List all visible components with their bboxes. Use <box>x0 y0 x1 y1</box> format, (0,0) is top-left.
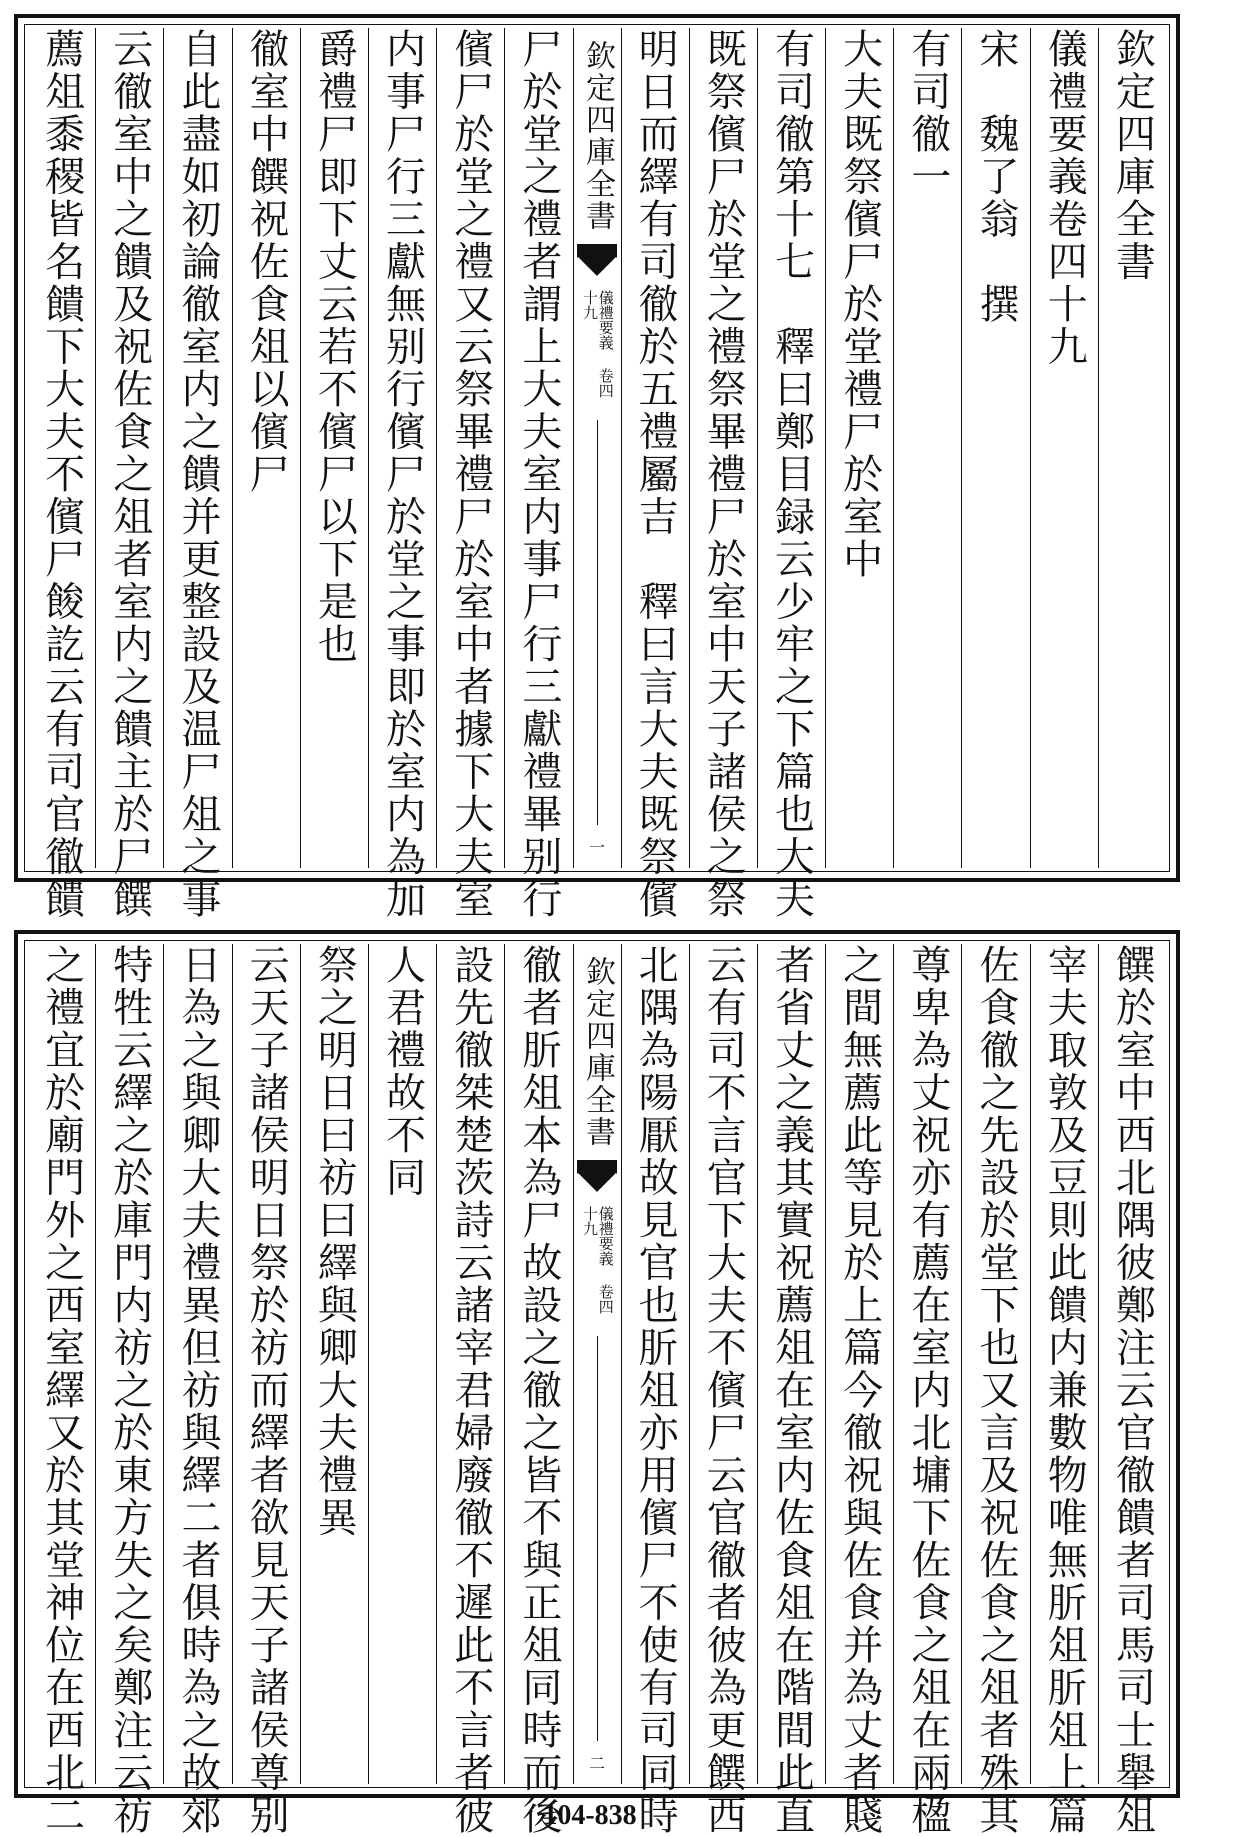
text-column <box>28 944 95 1837</box>
text-column <box>436 944 504 1837</box>
text-column <box>689 944 757 1837</box>
text-column <box>436 28 504 921</box>
column-text: 云天子諸侯明日祭於祊而繹者欲見天子諸侯尊别 <box>243 944 290 1837</box>
column-text: 既祭儐尸於堂之禮祭畢禮尸於室中天子諸侯之祭 <box>700 28 747 921</box>
column-text: 儀禮要義卷四十九 <box>1041 28 1088 368</box>
column-text: 明日而繹有司徹於五禮屬吉 釋曰言大夫既祭儐 <box>632 28 679 921</box>
top-page-columns <box>28 28 1166 921</box>
column-text: 爵禮尸即下丈云若不儐尸以下是也 <box>311 28 358 666</box>
text-column <box>95 944 163 1837</box>
text-column <box>163 28 231 921</box>
column-text: 日為之與卿大夫禮異但祊與繹二者俱時為之故郊 <box>174 944 221 1837</box>
column-text: 宋 魏了翁 撰 <box>973 28 1020 326</box>
column-text: 薦俎黍稷皆名饋下大夫不儐尸餕訖云有司官徹饋 <box>38 28 85 921</box>
column-text: 者省丈之義其實祝薦俎在室内佐食俎在階間此直 <box>768 944 815 1837</box>
center-page-number: 一 <box>588 838 605 857</box>
column-text: 之間無薦此等見於上篇今徹祝與佐食并為丈者賤 <box>836 944 883 1837</box>
column-text: 祭之明日曰祊曰繹與卿大夫禮異 <box>311 944 358 1539</box>
column-text: 儐尸於堂之禮又云祭畢禮尸於室中者據下大夫室 <box>447 28 494 921</box>
text-column <box>825 28 893 868</box>
top-page <box>14 14 1180 921</box>
column-text: 設先徹桀楚茨詩云諸宰君婦廢徹不遲此不言者彼 <box>447 944 494 1837</box>
column-text: 佐食徹之先設於堂下也又言及祝佐食之俎者殊其 <box>973 944 1020 1837</box>
column-text: 饌於室中西北隅彼鄭注云官徹饋者司馬司士舉俎 <box>1109 944 1156 1837</box>
column-text: 欽定四庫全書 <box>1109 28 1156 283</box>
text-column <box>689 28 757 921</box>
center-rule <box>597 1336 598 1741</box>
text-column <box>1098 28 1166 868</box>
text-column <box>163 944 231 1837</box>
text-column <box>300 28 368 868</box>
text-column <box>504 944 572 1837</box>
column-text: 尊卑為丈祝亦有薦在室内北墉下佐食之俎在兩楹 <box>904 944 951 1837</box>
column-text: 北隅為陽厭故見官也肵俎亦用儐尸不使有司同時 <box>632 944 679 1837</box>
text-column <box>757 944 825 1837</box>
text-column <box>504 28 572 921</box>
column-text: 宰夫取敦及豆則此饋内兼數物唯無肵俎肵俎上篇 <box>1041 944 1088 1837</box>
column-text: 尸於堂之禮者謂上大夫室内事尸行三獻禮畢别行 <box>515 28 562 921</box>
text-column <box>368 28 436 921</box>
center-fold-column <box>573 944 621 1784</box>
column-text: 特牲云繹之於庫門内祊之於東方失之矣鄭注云祊 <box>106 944 153 1837</box>
text-column <box>28 28 95 921</box>
center-volume-label: 儀禮要義 卷四十九 <box>581 1206 615 1314</box>
column-text: 人君禮故不同 <box>379 944 426 1199</box>
text-column <box>961 28 1029 868</box>
center-fold-column <box>573 28 621 868</box>
column-text: 内事尸行三獻無别行儐尸於堂之事即於室内為加 <box>379 28 426 921</box>
center-title: 欽定四庫全書 <box>580 956 615 1148</box>
column-text: 有司徹第十七 釋曰鄭目録云少牢之下篇也大夫 <box>768 28 815 921</box>
center-page-number: 二 <box>588 1754 605 1773</box>
text-column <box>368 944 436 1784</box>
column-text: 有司徹一 <box>904 28 951 198</box>
text-column <box>232 28 300 868</box>
text-column <box>1030 28 1098 868</box>
text-column <box>621 28 689 921</box>
fish-tail-ornament-icon <box>577 244 617 284</box>
column-text: 云有司不言官下大夫不儐尸云官徹者彼為更饌西 <box>700 944 747 1837</box>
text-column <box>961 944 1029 1837</box>
text-column <box>621 944 689 1837</box>
column-text: 徹者肵俎本為尸故設之徹之皆不與正俎同時而後 <box>515 944 562 1837</box>
center-title: 欽定四庫全書 <box>580 40 615 232</box>
text-column <box>95 28 163 921</box>
text-column <box>893 944 961 1837</box>
column-text: 徹室中饌祝佐食俎以儐尸 <box>243 28 290 496</box>
text-column <box>825 944 893 1837</box>
text-column <box>232 944 300 1837</box>
text-column <box>757 28 825 921</box>
column-text: 之禮宜於廟門外之西室繹又於其堂神位在西北二 <box>38 944 85 1837</box>
column-text: 云徹室中之饋及祝佐食之俎者室内之饋主於尸饌 <box>106 28 153 921</box>
center-volume-label: 儀禮要義 卷四十九 <box>581 290 615 398</box>
column-text: 大夫既祭儐尸於堂禮尸於室中 <box>836 28 883 581</box>
text-column <box>1098 944 1166 1837</box>
center-rule <box>597 420 598 825</box>
page-code: 104-838 <box>543 1800 637 1831</box>
text-column <box>300 944 368 1784</box>
text-column <box>893 28 961 868</box>
column-text: 自此盡如初論徹室内之饋并更整設及温尸俎之事 <box>174 28 221 921</box>
text-column <box>1030 944 1098 1837</box>
fish-tail-ornament-icon <box>577 1160 617 1200</box>
